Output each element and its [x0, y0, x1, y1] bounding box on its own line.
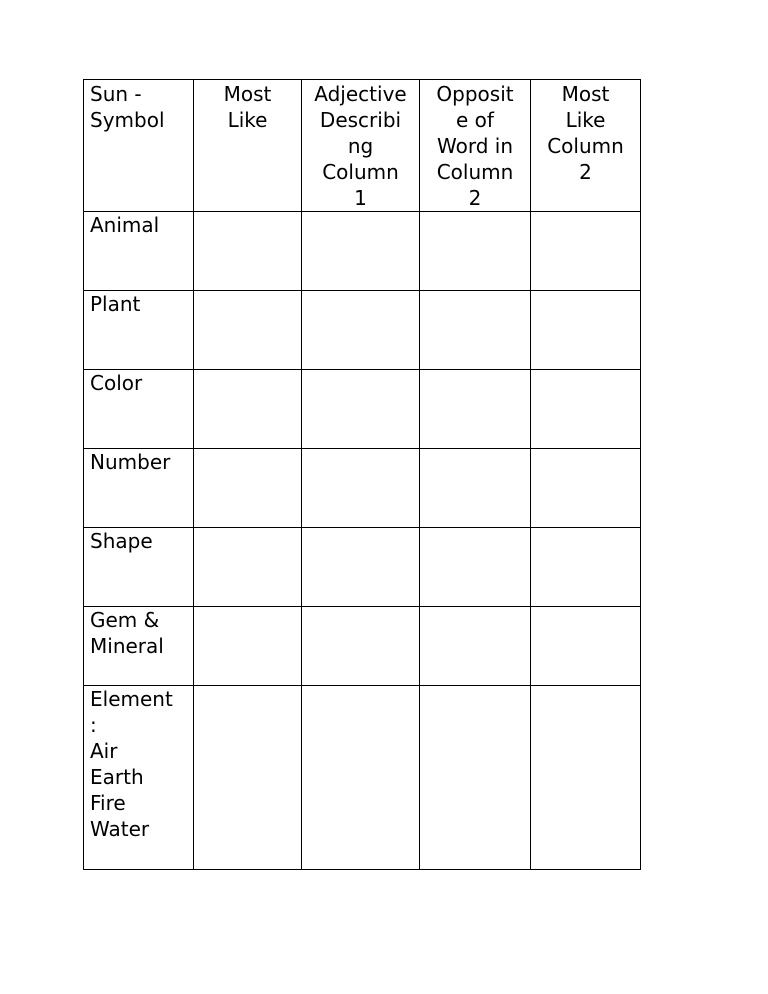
- header-most-like: Most Like: [194, 80, 302, 212]
- blank-cell[interactable]: [531, 607, 641, 686]
- blank-cell[interactable]: [531, 370, 641, 449]
- blank-cell[interactable]: [420, 291, 531, 370]
- header-adjective-describing-column-1: Adjective Describi ng Column 1: [302, 80, 420, 212]
- blank-cell[interactable]: [302, 686, 420, 870]
- sun-symbol-worksheet-table: [83, 79, 641, 870]
- blank-cell[interactable]: [531, 212, 641, 291]
- blank-cell[interactable]: [194, 449, 302, 528]
- blank-cell[interactable]: [420, 686, 531, 870]
- row-label-number: Number: [84, 449, 194, 528]
- blank-cell[interactable]: [531, 528, 641, 607]
- blank-cell[interactable]: [194, 686, 302, 870]
- blank-cell[interactable]: [531, 686, 641, 870]
- row-label-shape: Shape: [84, 528, 194, 607]
- blank-cell[interactable]: [302, 528, 420, 607]
- blank-cell[interactable]: [302, 212, 420, 291]
- table-row: [84, 212, 641, 291]
- row-label-element: Element : Air Earth Fire Water: [84, 686, 194, 870]
- blank-cell[interactable]: [420, 212, 531, 291]
- blank-cell[interactable]: [194, 291, 302, 370]
- table-row: [84, 449, 641, 528]
- blank-cell[interactable]: [420, 528, 531, 607]
- blank-cell[interactable]: [531, 291, 641, 370]
- blank-cell[interactable]: [302, 291, 420, 370]
- row-label-plant: Plant: [84, 291, 194, 370]
- table-row: [84, 528, 641, 607]
- table-row: [84, 686, 641, 870]
- blank-cell[interactable]: [194, 212, 302, 291]
- blank-cell[interactable]: [531, 449, 641, 528]
- table-row: [84, 607, 641, 686]
- row-label-color: Color: [84, 370, 194, 449]
- row-label-animal: Animal: [84, 212, 194, 291]
- blank-cell[interactable]: [194, 370, 302, 449]
- blank-cell[interactable]: [302, 449, 420, 528]
- table-row: [84, 291, 641, 370]
- header-opposite-of-word-in-column-2: Opposit e of Word in Column 2: [420, 80, 531, 212]
- blank-cell[interactable]: [194, 528, 302, 607]
- blank-cell[interactable]: [302, 607, 420, 686]
- row-label-gem-mineral: Gem & Mineral: [84, 607, 194, 686]
- blank-cell[interactable]: [194, 607, 302, 686]
- blank-cell[interactable]: [420, 370, 531, 449]
- header-sun-symbol: Sun - Symbol: [84, 80, 194, 212]
- header-most-like-column-2: Most Like Column 2: [531, 80, 641, 212]
- table-row: [84, 370, 641, 449]
- blank-cell[interactable]: [302, 370, 420, 449]
- blank-cell[interactable]: [420, 607, 531, 686]
- header-row: [84, 80, 641, 212]
- blank-cell[interactable]: [420, 449, 531, 528]
